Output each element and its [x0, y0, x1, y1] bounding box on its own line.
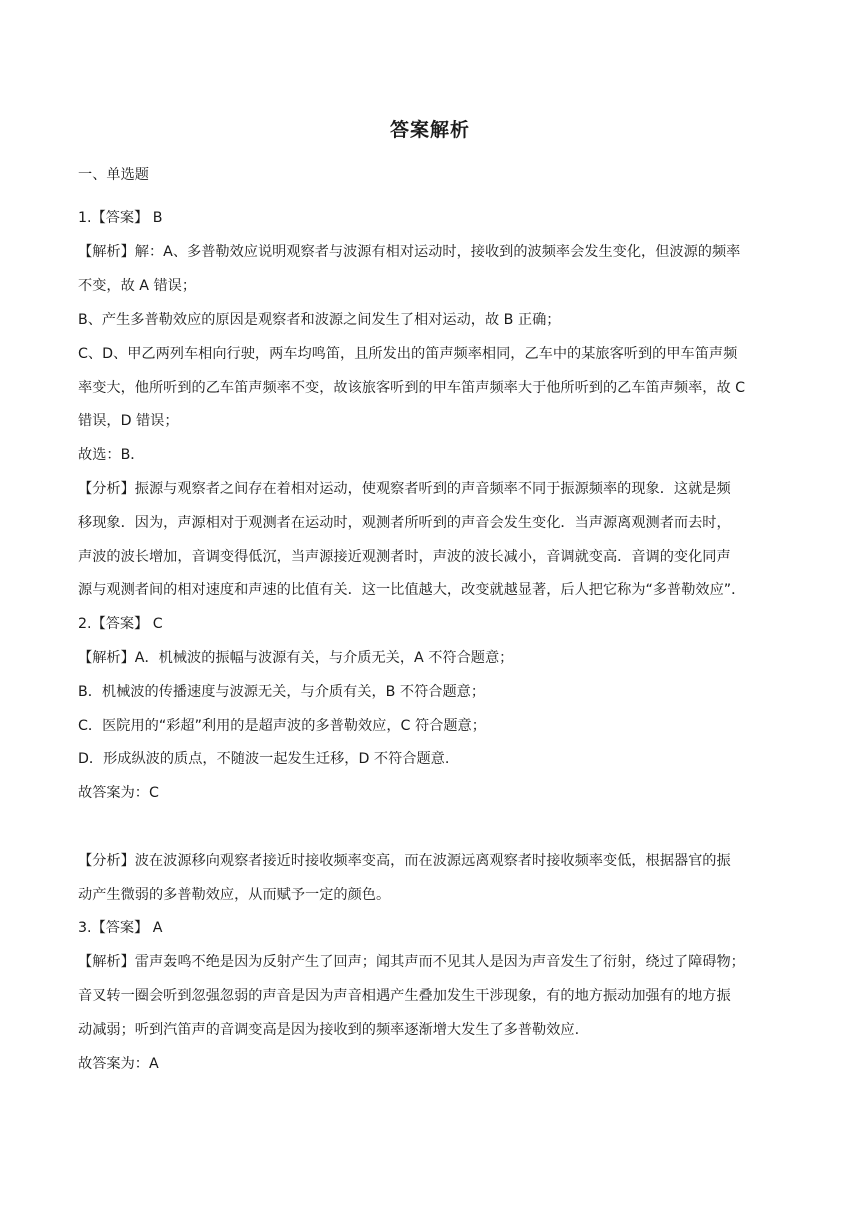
explanation-1-line: C、D、甲乙两列车相向行驶，两车均鸣笛，且所发出的笛声频率相同，乙车中的某旅客听到的甲车笛声频 [78, 346, 738, 362]
explanation-1-line: 率变大，他所听到的乙车笛声频率不变，故该旅客听到的甲车笛声频率大于他所听到的乙车笛声频率，故 C [78, 380, 746, 396]
choice-3: 故答案为：A [78, 1056, 159, 1072]
analysis-1-line: 【分析】振源与观察者之间存在着相对运动，使观察者听到的声音频率不同于振源频率的现象．这就是频 [78, 481, 731, 497]
explanation-2-line: B．机械波的传播速度与波源无关，与介质有关，B 不符合题意； [78, 684, 486, 700]
explanation-2-line: C．医院用的“彩超”利用的是超声波的多普勒效应，C 符合题意； [78, 718, 486, 734]
explanation-3-line: 【解析】雷声轰鸣不绝是因为反射产生了回声；闻其声而不见其人是因为声音发生了衍射，绕过了障碍物； [78, 954, 745, 970]
explanation-3-line: 动减弱；听到汽笛声的音调变高是因为接收到的频率逐渐增大发生了多普勒效应. [78, 1022, 580, 1038]
analysis-1-line: 移现象．因为，声源相对于观测者在运动时，观测者所听到的声音会发生变化．当声源离观测者而去时， [78, 515, 731, 531]
answer-2: 2.【答案】 C [78, 616, 163, 632]
analysis-1-line: 声波的波长增加，音调变得低沉，当声源接近观测者时，声波的波长减小，音调就变高．音调的变化同声 [78, 549, 731, 565]
choice-2: 故答案为：C [78, 785, 159, 801]
explanation-1-line: 【解析】解：A、多普勒效应说明观察者与波源有相对运动时，接收到的波频率会发生变化，但波源的频率 [78, 244, 741, 260]
answer-3: 3.【答案】 A [78, 920, 163, 936]
analysis-1-line: 源与观测者间的相对速度和声速的比值有关．这一比值越大，改变就越显著，后人把它称为“多普勒效应”． [78, 582, 746, 598]
page-title: 答案解析 [389, 119, 470, 141]
explanation-2-line: 【解析】A．机械波的振幅与波源有关，与介质无关，A 不符合题意； [78, 650, 514, 666]
answer-1: 1.【答案】 B [78, 210, 163, 226]
explanation-3-line: 音叉转一圈会听到忽强忽弱的声音是因为声音相遇产生叠加发生干涉现象，有的地方振动加强有的地方振 [78, 988, 731, 1004]
explanation-1-line: 错误，D 错误； [78, 413, 179, 429]
explanation-1-line: 不变，故 A 错误； [78, 278, 197, 294]
explanation-1-line: B、产生多普勒效应的原因是观察者和波源之间发生了相对运动，故 B 正确； [78, 312, 561, 328]
choice-1: 故选：B． [78, 447, 145, 463]
analysis-2-line: 动产生微弱的多普勒效应，从而赋予一定的颜色。 [78, 887, 391, 903]
analysis-2-line: 【分析】波在波源移向观察者接近时接收频率变高，而在波源远离观察者时接收频率变低，根据器官的振 [78, 853, 731, 869]
section-heading: 一、单选题 [78, 167, 149, 183]
explanation-2-line: D．形成纵波的质点，不随波一起发生迁移，D 不符合题意. [78, 751, 450, 767]
